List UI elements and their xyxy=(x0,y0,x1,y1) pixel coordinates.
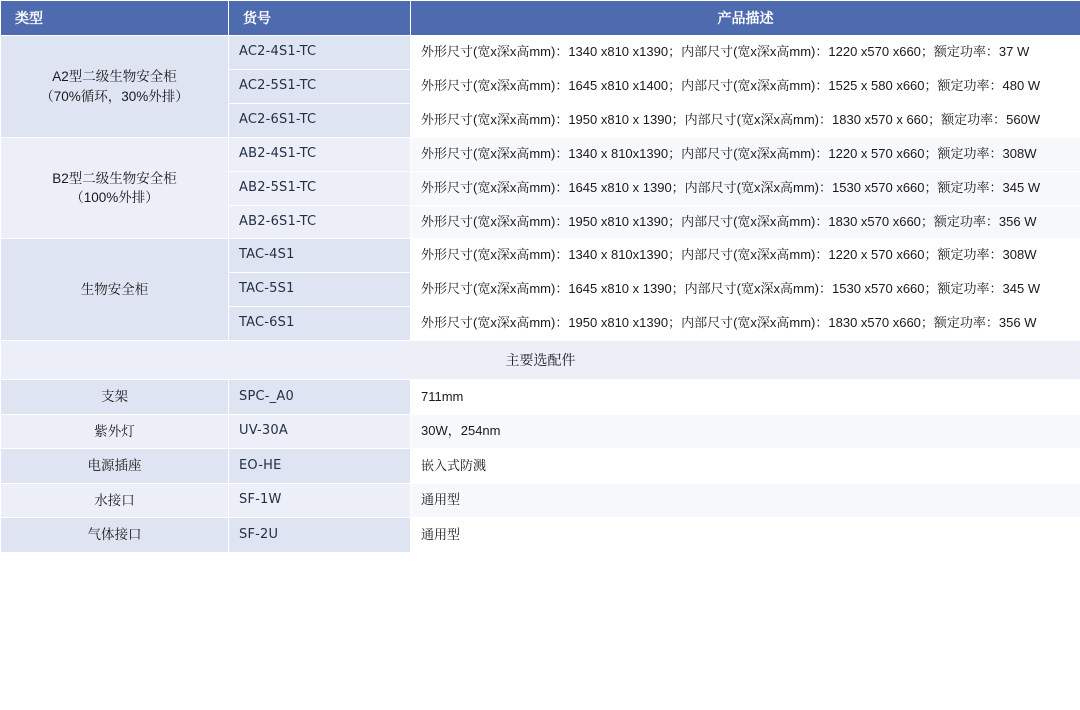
table-row xyxy=(1,483,1080,518)
product-code: TAC-6S1 xyxy=(229,307,411,341)
product-description: 外形尺寸(宽x深x高mm)：1645 x810 x 1390；内部尺寸(宽x深x高mm)：1530 x570 x660；额定功率：345 W xyxy=(411,171,1080,205)
product-description: 外形尺寸(宽x深x高mm)：1950 x810 x1390；内部尺寸(宽x深x高mm)：1830 x570 x660；额定功率：356 W xyxy=(411,205,1080,239)
product-description: 外形尺寸(宽x深x高mm)：1340 x810 x1390；内部尺寸(宽x深x高mm)：1220 x570 x660；额定功率：37 W xyxy=(411,36,1080,70)
accessory-code: UV-30A xyxy=(229,414,411,449)
accessory-name: 水接口 xyxy=(1,483,229,518)
table-row xyxy=(1,414,1080,449)
column-header-type: 类型 xyxy=(1,1,229,36)
product-code: AB2-4S1-TC xyxy=(229,137,411,171)
table-header-row xyxy=(1,1,1080,36)
table-row xyxy=(1,449,1080,484)
accessory-name: 支架 xyxy=(1,380,229,415)
table-row xyxy=(1,518,1080,553)
product-code: AC2-6S1-TC xyxy=(229,103,411,137)
accessory-code: SPC-_A0 xyxy=(229,380,411,415)
column-header-code: 货号 xyxy=(229,1,411,36)
product-description: 外形尺寸(宽x深x高mm)：1950 x810 x 1390；内部尺寸(宽x深x高mm)：1830 x570 x 660；额定功率：560W xyxy=(411,103,1080,137)
table-header xyxy=(1,1,1080,36)
accessory-name: 电源插座 xyxy=(1,449,229,484)
table-row xyxy=(1,239,1080,273)
product-code: TAC-5S1 xyxy=(229,273,411,307)
type-label-line-1: A2型二级生物安全柜 xyxy=(52,69,177,84)
table-row xyxy=(1,137,1080,171)
type-cell-group-1 xyxy=(1,137,229,239)
type-label-line-2: （70%循环，30%外排） xyxy=(40,88,189,104)
table-row xyxy=(1,380,1080,415)
section-title-row xyxy=(1,340,1080,379)
type-label-line-2: （100%外排） xyxy=(70,190,159,206)
type-label-line-1: B2型二级生物安全柜 xyxy=(52,170,177,186)
product-code: AB2-6S1-TC xyxy=(229,205,411,239)
product-description: 外形尺寸(宽x深x高mm)：1645 x810 x 1390；内部尺寸(宽x深x高mm)：1530 x570 x660；额定功率：345 W xyxy=(411,273,1080,307)
product-code: AC2-5S1-TC xyxy=(229,70,411,104)
accessory-description: 711mm xyxy=(411,380,1080,415)
column-header-description: 产品描述 xyxy=(411,1,1080,36)
accessory-description: 通用型 xyxy=(411,518,1080,553)
product-description: 外形尺寸(宽x深x高mm)：1645 x810 x1400；内部尺寸(宽x深x高mm)：1525 x 580 x660；额定功率：480 W xyxy=(411,70,1080,104)
product-description: 外形尺寸(宽x深x高mm)：1950 x810 x1390；内部尺寸(宽x深x高mm)：1830 x570 x660；额定功率：356 W xyxy=(411,307,1080,341)
accessory-description: 通用型 xyxy=(411,483,1080,518)
product-description: 外形尺寸(宽x深x高mm)：1340 x 810x1390；内部尺寸(宽x深x高mm)：1220 x 570 x660；额定功率：308W xyxy=(411,239,1080,273)
accessory-code: SF-2U xyxy=(229,518,411,553)
product-code: AB2-5S1-TC xyxy=(229,171,411,205)
accessory-code: EO-HE xyxy=(229,449,411,484)
section-title: 主要选配件 xyxy=(1,340,1080,379)
accessory-name: 紫外灯 xyxy=(1,414,229,449)
accessory-description: 30W，254nm xyxy=(411,414,1080,449)
type-cell-group-0 xyxy=(1,36,229,138)
accessory-description: 嵌入式防溅 xyxy=(411,449,1080,484)
table-row xyxy=(1,36,1080,70)
accessory-name: 气体接口 xyxy=(1,518,229,553)
product-description: 外形尺寸(宽x深x高mm)：1340 x 810x1390；内部尺寸(宽x深x高mm)：1220 x 570 x660；额定功率：308W xyxy=(411,137,1080,171)
product-code: AC2-4S1-TC xyxy=(229,36,411,70)
accessory-code: SF-1W xyxy=(229,483,411,518)
product-code: TAC-4S1 xyxy=(229,239,411,273)
table-body xyxy=(1,36,1080,553)
type-cell-group-2: 生物安全柜 xyxy=(1,239,229,341)
